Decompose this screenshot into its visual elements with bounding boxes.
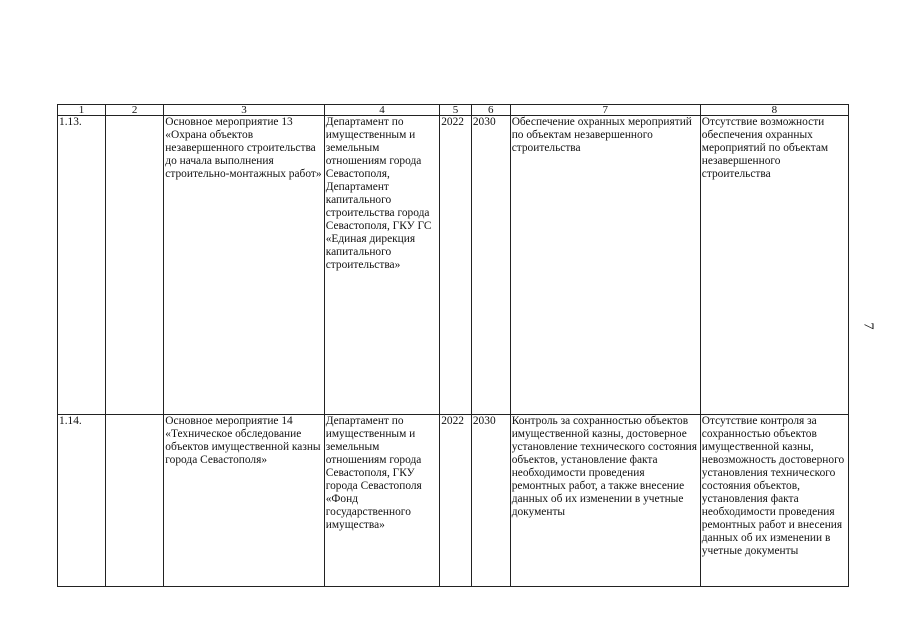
year-start: 2022 <box>440 415 472 587</box>
empty-cell <box>106 415 164 587</box>
executor: Департамент по имущественным и земельным отношениям города Севастополя, Департамент капитального строительства города Севастополя, ГКУ ГС «Единая дирекция капитального строительства» <box>324 116 439 415</box>
year-start: 2022 <box>440 116 472 415</box>
expected-result: Обеспечение охранных мероприятий по объектам незавершенного строительства <box>510 116 700 415</box>
row-number: 1.13. <box>58 116 106 415</box>
column-header-5: 5 <box>440 105 472 116</box>
event-name: Основное мероприятие 13 «Охрана объектов незавершенного строительства до начала выполнения строительно-монтажных работ» <box>164 116 324 415</box>
column-header-2: 2 <box>106 105 164 116</box>
table-row <box>58 116 849 415</box>
executor: Департамент по имущественным и земельным отношениям города Севастополя, ГКУ города Севастополя «Фонд государственного имущества» <box>324 415 439 587</box>
measures-table <box>57 104 849 587</box>
column-header-8: 8 <box>700 105 848 116</box>
expected-result: Контроль за сохранностью объектов имущественной казны, достоверное установление технического состояния объектов, установление факта необходимости проведения ремонтных работ, а также внесение данных об их изменении в учетные документы <box>510 415 700 587</box>
column-header-1: 1 <box>58 105 106 116</box>
column-header-7: 7 <box>510 105 700 116</box>
event-name: Основное мероприятие 14 «Техническое обследование объектов имущественной казны города Севастополя» <box>164 415 324 587</box>
consequence: Отсутствие контроля за сохранностью объектов имущественной казны, невозможность достоверного установления технического состояния объектов, установления факта необходимости проведения ремонтных работ и внесения данных об их изменении в учетные документы <box>700 415 848 587</box>
consequence: Отсутствие возможности обеспечения охранных мероприятий по объектам незавершенного строительства <box>700 116 848 415</box>
row-number: 1.14. <box>58 415 106 587</box>
year-end: 2030 <box>471 116 510 415</box>
table-header-row <box>58 105 849 116</box>
column-header-4: 4 <box>324 105 439 116</box>
page-number: 7 <box>860 322 876 330</box>
year-end: 2030 <box>471 415 510 587</box>
empty-cell <box>106 116 164 415</box>
column-header-6: 6 <box>471 105 510 116</box>
table-row <box>58 415 849 587</box>
column-header-3: 3 <box>164 105 324 116</box>
